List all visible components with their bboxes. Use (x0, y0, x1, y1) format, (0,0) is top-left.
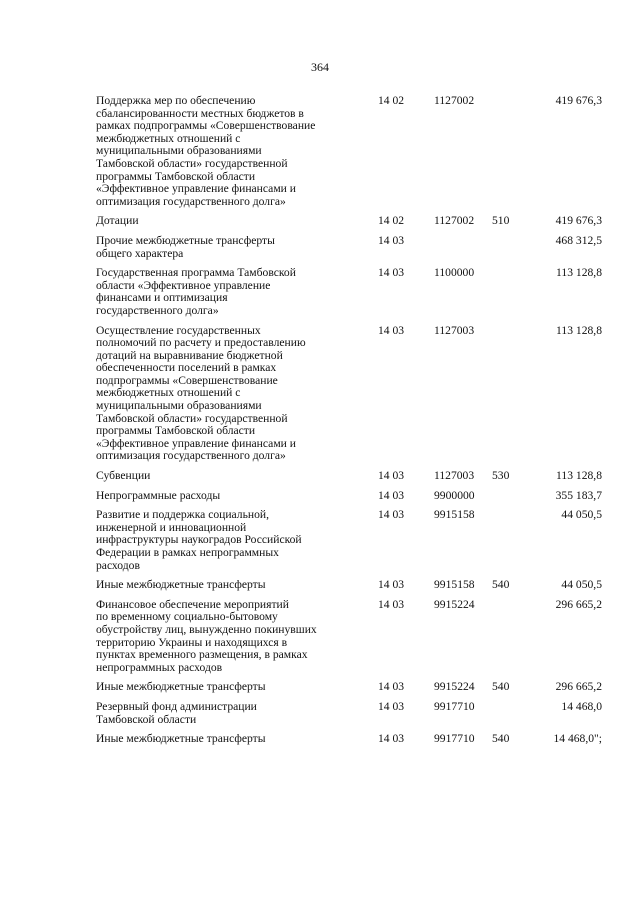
row-section-code: 14 03 (378, 469, 405, 483)
row-section-code: 14 03 (378, 323, 405, 337)
row-name: Иные межбюджетные трансферты (96, 680, 266, 694)
row-target-code: 9917710 (434, 732, 475, 746)
row-amount: 419 676,3 (555, 94, 602, 107)
row-name: Осуществление государственных полномочий по расчету и предоставлению дотаций на выравнивание бюджетной обеспеченности поселений в рамках подпрограммы «Совершенствование межбюджетных отношений с муниципальными образованиями Тамбовской области» государственной программы Тамбовской области «Эффективное управление финансами и оптимизация государственного долга» (96, 323, 306, 463)
row-amount: 113 128,8 (556, 323, 602, 337)
row-section-code: 14 03 (378, 578, 405, 592)
row-amount: 296 665,2 (555, 680, 602, 694)
row-amount: 296 665,2 (555, 597, 602, 611)
row-amount: 355 183,7 (555, 488, 602, 502)
row-section-code: 14 03 (378, 233, 405, 247)
row-target-code: 1127002 (434, 214, 475, 228)
table-row (0, 470, 640, 483)
row-expense-type: 540 (492, 680, 510, 694)
row-expense-type: 540 (492, 732, 510, 746)
row-target-code: 9915158 (434, 508, 475, 522)
table-row (0, 267, 640, 317)
row-target-code: 9915224 (434, 680, 475, 694)
row-section-code: 14 03 (378, 508, 405, 522)
row-name: Субвенции (96, 469, 151, 483)
table-row (0, 701, 640, 726)
row-section-code: 14 02 (378, 94, 405, 107)
table-row (0, 95, 640, 208)
table-row (0, 490, 640, 503)
table-row (0, 733, 640, 746)
table-row (0, 579, 640, 592)
row-target-code: 1127003 (434, 469, 475, 483)
table-row (0, 215, 640, 228)
row-target-code: 1127002 (434, 94, 475, 107)
page-number: 364 (311, 60, 329, 74)
row-section-code: 14 03 (378, 680, 405, 694)
row-section-code: 14 03 (378, 597, 405, 611)
row-section-code: 14 03 (378, 266, 405, 280)
row-name: Финансовое обеспечение мероприятий по временному социально-бытовому обустройству лиц, вынужденно покинувших территорию Украины и находящихся в пунктах временного размещения, в рамках непрограммных расходов (96, 597, 317, 674)
row-expense-type: 530 (492, 469, 510, 483)
row-amount: 44 050,5 (561, 578, 602, 592)
table-row (0, 599, 640, 675)
row-target-code: 9917710 (434, 699, 475, 713)
row-target-code: 1100000 (434, 266, 475, 280)
row-amount: 113 128,8 (556, 266, 602, 280)
row-name: Государственная программа Тамбовской области «Эффективное управление финансами и оптимизация государственного долга» (96, 266, 296, 317)
row-name: Иные межбюджетные трансферты (96, 732, 266, 746)
table-body (0, 95, 640, 746)
row-expense-type: 510 (492, 214, 510, 228)
row-amount: 419 676,3 (555, 214, 602, 228)
row-expense-type: 540 (492, 578, 510, 592)
row-section-code: 14 02 (378, 214, 405, 228)
row-amount: 44 050,5 (561, 508, 602, 522)
table-row (0, 235, 640, 260)
row-target-code: 1127003 (434, 323, 475, 337)
row-amount: 113 128,8 (556, 469, 602, 483)
row-target-code: 9915224 (434, 597, 475, 611)
budget-table (0, 95, 640, 746)
row-name: Прочие межбюджетные трансферты общего характера (96, 233, 275, 260)
row-section-code: 14 03 (378, 699, 405, 713)
row-amount: 468 312,5 (555, 233, 602, 247)
row-name: Резервный фонд администрации Тамбовской области (96, 699, 257, 726)
row-target-code: 9900000 (434, 488, 475, 502)
row-section-code: 14 03 (378, 732, 405, 746)
row-section-code: 14 03 (378, 488, 405, 502)
row-name: Иные межбюджетные трансферты (96, 578, 266, 592)
row-name: Поддержка мер по обеспечению сбалансированности местных бюджетов в рамках подпрограммы «Совершенствование межбюджетных отношений с муниципальными образованиями Тамбовской области» государственной программы Тамбовской области «Эффективное управление финансами и оптимизация государственного долга» (96, 94, 316, 208)
row-target-code: 9915158 (434, 578, 475, 592)
table-row (0, 325, 640, 464)
row-name: Дотации (96, 214, 139, 228)
row-amount: 14 468,0 (561, 699, 602, 713)
row-name: Развитие и поддержка социальной, инженерной и инновационной инфраструктуры наукоградов Российской Федерации в рамках непрограммных расходов (96, 508, 302, 572)
table-row (0, 509, 640, 572)
row-name: Непрограммные расходы (96, 488, 221, 502)
row-amount: 14 468,0"; (553, 732, 602, 746)
table-row (0, 681, 640, 694)
